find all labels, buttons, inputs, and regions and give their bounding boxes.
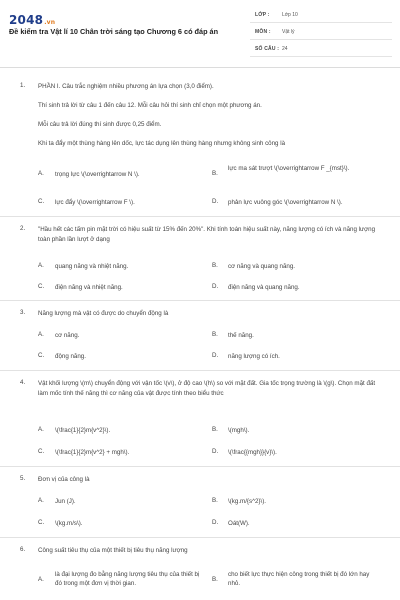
option-b-letter[interactable]: B. — [212, 262, 218, 269]
question-text: Vật khối lượng \(m\) chuyển động với vận tốc \(v\), ở độ cao \(h\) so với mặt đất. Gia tốc trọng trường là \(g\). Chọn mặt đất làm mốc tính thế năng thì cơ năng của vật được tính theo biểu thức — [38, 380, 376, 397]
question-text: Công suất tiêu thụ của một thiết bị tiêu thụ năng lượng — [38, 547, 188, 554]
logo-suffix: .vn — [44, 19, 56, 26]
option-d-text[interactable]: Oát(W). — [228, 520, 250, 527]
divider — [0, 370, 400, 371]
option-b-text[interactable]: \(mgh\). — [228, 427, 250, 434]
option-d-text[interactable]: năng lượng có ích. — [228, 353, 280, 360]
option-b-letter[interactable]: B. — [212, 576, 218, 583]
logo-number: 2048 — [9, 13, 44, 27]
option-a-text[interactable]: cơ năng. — [55, 332, 80, 339]
option-a-letter[interactable]: A. — [38, 331, 44, 338]
option-a-letter[interactable]: A. — [38, 170, 44, 177]
meta-label: SỐ CÂU : — [255, 46, 280, 52]
option-b-text[interactable]: \(kg.m/{s^2}\). — [228, 498, 266, 505]
question-text: Đơn vị của công là — [38, 476, 90, 483]
option-a-letter[interactable]: A. — [38, 576, 44, 583]
option-b-letter[interactable]: B. — [212, 170, 218, 177]
divider — [0, 216, 400, 217]
option-c-letter[interactable]: C. — [38, 198, 45, 205]
page-title: Đề kiểm tra Vật lí 10 Chân trời sáng tạo Chương 6 có đáp án — [9, 27, 219, 36]
option-a-text[interactable]: \(\frac{1}{2}m{v^2}\). — [55, 427, 111, 434]
divider — [0, 466, 400, 467]
page-header — [0, 0, 400, 68]
divider — [0, 537, 400, 538]
meta-label: MÔN : — [255, 29, 271, 35]
divider — [0, 300, 400, 301]
meta-row-grade — [250, 9, 392, 23]
question-number: 1. — [20, 82, 26, 89]
option-b-text[interactable]: lực ma sát trượt \(\overrightarrow F _{mst}\). — [228, 165, 350, 172]
option-c-letter[interactable]: C. — [38, 448, 45, 455]
option-a-letter[interactable]: A. — [38, 426, 44, 433]
meta-label: LỚP : — [255, 12, 270, 18]
question-text: "Hầu hết các tấm pin mặt trời có hiệu suất từ 15% đến 20%". Khi tính toán hiệu suất này, năng lượng có ích và năng lượng toàn phần lần lượt ở dạng — [38, 226, 376, 243]
option-a-text[interactable]: trọng lực \(\overrightarrow N \). — [55, 171, 140, 178]
option-a-text[interactable]: Jun (J). — [55, 498, 76, 505]
option-c-text[interactable]: \(kg.m/s\). — [55, 520, 83, 527]
question-text: Khi ta đẩy một thùng hàng lên dốc, lực tác dụng lên thùng hàng nhưng không sinh công là — [38, 140, 286, 147]
option-a-text[interactable]: quang năng và nhiệt năng. — [55, 263, 129, 270]
option-c-text[interactable]: điện năng và nhiệt năng. — [55, 284, 123, 291]
option-c-text[interactable]: động năng. — [55, 353, 86, 360]
option-c-letter[interactable]: C. — [38, 283, 45, 290]
question-text: PHẦN I. Câu trắc nghiệm nhiều phương án lựa chọn (3,0 điểm). — [38, 83, 214, 90]
question-number: 2. — [20, 225, 26, 232]
question-number: 5. — [20, 475, 26, 482]
option-b-text[interactable]: thế năng. — [228, 332, 254, 339]
option-d-letter[interactable]: D. — [212, 352, 219, 359]
option-b-letter[interactable]: B. — [212, 331, 218, 338]
option-d-text[interactable]: phản lực vuông góc \(\overrightarrow N \). — [228, 199, 343, 206]
option-a-letter[interactable]: A. — [38, 497, 44, 504]
site-logo[interactable] — [9, 9, 55, 28]
option-d-text[interactable]: \(\frac{{mgh}}{v}\). — [228, 449, 277, 456]
option-a-letter[interactable]: A. — [38, 262, 44, 269]
option-c-text[interactable]: \(\frac{1}{2}m{v^2} + mgh\). — [55, 449, 130, 456]
meta-value: Vật lý — [282, 29, 295, 35]
option-b-letter[interactable]: B. — [212, 497, 218, 504]
option-d-letter[interactable]: D. — [212, 283, 219, 290]
question-text: Thí sinh trả lời từ câu 1 đến câu 12. Mỗi câu hỏi thí sinh chỉ chọn một phương án. — [38, 102, 262, 109]
option-d-letter[interactable]: D. — [212, 519, 219, 526]
option-c-text[interactable]: lực đẩy \(\overrightarrow F \). — [55, 199, 135, 206]
option-d-text[interactable]: điện năng và quang năng. — [228, 284, 300, 291]
question-text: Mỗi câu trả lời đúng thí sinh được 0,25 điểm. — [38, 121, 162, 128]
meta-value: Lớp 10 — [282, 12, 298, 18]
question-text: Năng lượng mà vật có được do chuyển động là — [38, 310, 169, 317]
question-number: 4. — [20, 379, 26, 386]
option-b-letter[interactable]: B. — [212, 426, 218, 433]
meta-value: 24 — [282, 46, 288, 52]
meta-row-count — [250, 43, 392, 57]
question-number: 6. — [20, 546, 26, 553]
option-d-letter[interactable]: D. — [212, 448, 219, 455]
option-c-letter[interactable]: C. — [38, 519, 45, 526]
meta-row-subject — [250, 26, 392, 40]
meta-panel — [250, 9, 392, 60]
option-c-letter[interactable]: C. — [38, 352, 45, 359]
option-d-letter[interactable]: D. — [212, 198, 219, 205]
option-b-text[interactable]: cơ năng và quang năng. — [228, 263, 296, 270]
question-number: 3. — [20, 309, 26, 316]
option-b-text[interactable]: cho biết lực thực hiện công trong thiết bị đó lớn hay nhỏ. — [228, 571, 370, 587]
option-a-text[interactable]: là đại lượng đo bằng năng lượng tiêu thụ của thiết bị đó trong một đơn vị thời gian. — [55, 571, 200, 587]
